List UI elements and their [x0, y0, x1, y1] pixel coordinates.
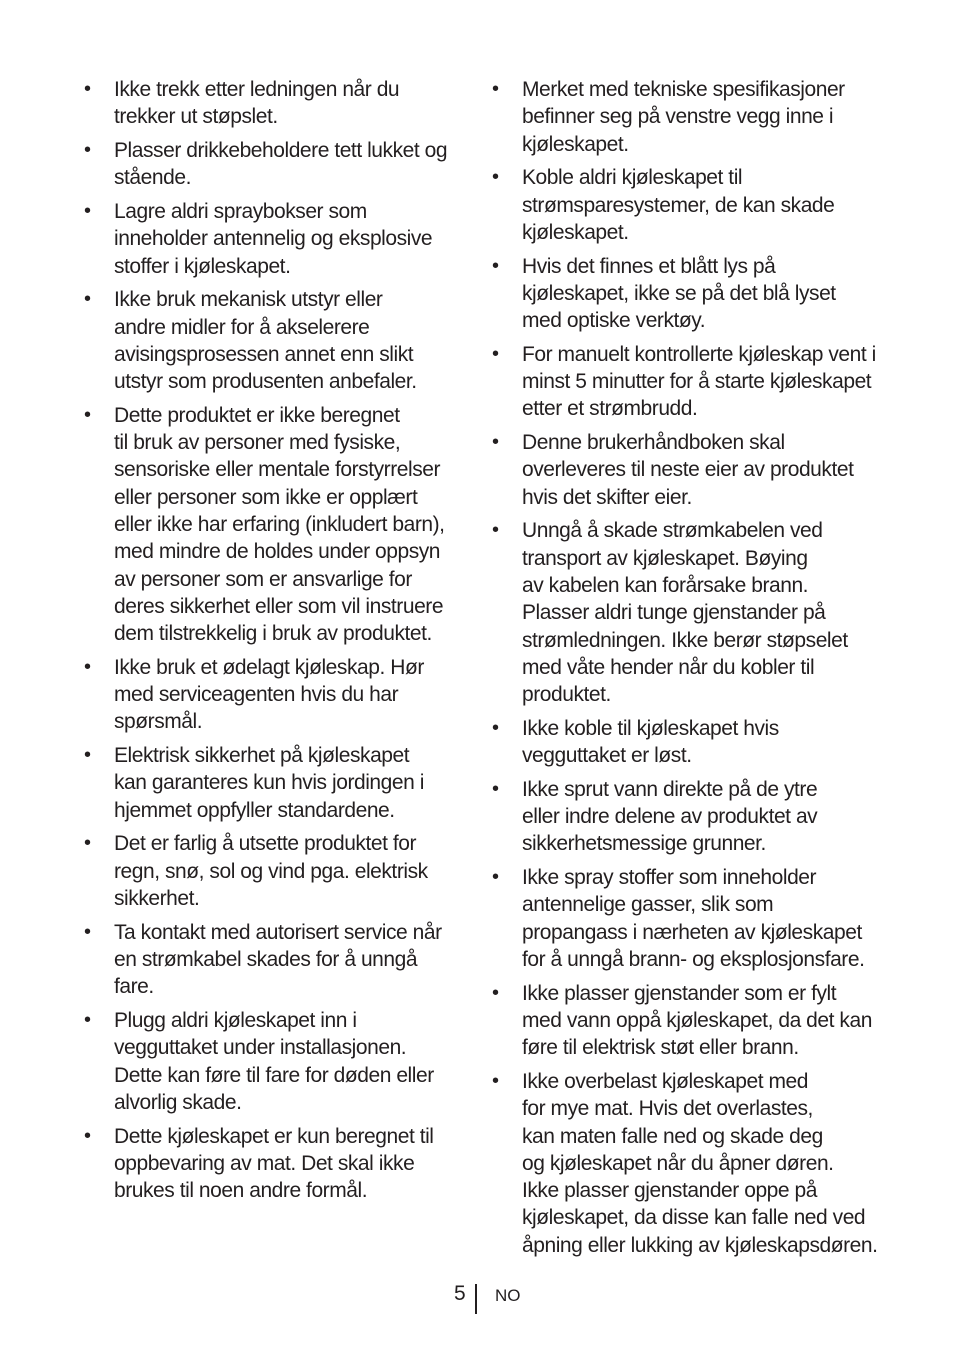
list-item: • Ikke overbelast kjøleskapet med for mye mat. Hvis det overlastes, kan maten falle ned og skade deg og kjøleskapet når du åpner døren. Ikke plasser gjenstander oppe på kjøleskapet, da disse kan falle ned ved åpning eller lukking av kjøleskapsdøren. — [492, 1068, 892, 1259]
list-item: • Dette kjøleskapet er kun beregnet til oppbevaring av mat. Det skal ikke brukes til noen andre formål. — [84, 1123, 464, 1205]
page-number: 5 — [454, 1282, 466, 1305]
list-item: • Ikke spray stoffer som inneholder antennelige gasser, slik som propangass i nærheten av kjøleskapet for å unngå brann- og eksplosjonsfare. — [492, 864, 892, 973]
list-item: • Unngå å skade strømkabelen ved transport av kjøleskapet. Bøying av kabelen kan forårsake brann. Plasser aldri tunge gjenstander på strømledningen. Ikke berør støpselet med våte hender når du kobler til produktet. — [492, 517, 892, 708]
list-item: • Ta kontakt med autorisert service når en strømkabel skades for å unngå fare. — [84, 919, 464, 1001]
list-item: • Ikke bruk et ødelagt kjøleskap. Hør med serviceagenten hvis du har spørsmål. — [84, 654, 464, 736]
list-item: • Plasser drikkebeholdere tett lukket og stående. — [84, 137, 464, 192]
page-footer — [0, 1280, 954, 1314]
list-item: • Lagre aldri spraybokser som inneholder antennelig og eksplosive stoffer i kjøleskapet. — [84, 198, 464, 280]
language-code: NO — [495, 1286, 521, 1305]
list-item: • Dette produktet er ikke beregnet til bruk av personer med fysiske, sensoriske eller mentale forstyrrelser eller personer som ikke er opplært eller ikke har erfaring (inkludert barn), med mindre de holdes under oppsyn av personer som er ansvarlige for deres sikkerhet eller som vil instruere dem tilstrekkelig i bruk av produktet. — [84, 402, 464, 648]
list-item: • Ikke plasser gjenstander som er fylt med vann oppå kjøleskapet, da det kan føre til elektrisk støt eller brann. — [492, 980, 892, 1062]
list-item: • Ikke sprut vann direkte på de ytre eller indre delene av produktet av sikkerhetsmessige grunner. — [492, 776, 892, 858]
list-item: • Ikke bruk mekanisk utstyr eller andre midler for å akselerere avisingsprosessen annet enn slikt utstyr som produsenten anbefaler. — [84, 286, 464, 395]
list-item: • Elektrisk sikkerhet på kjøleskapet kan garanteres kun hvis jordingen i hjemmet oppfyller standardene. — [84, 742, 464, 824]
list-item: • Plugg aldri kjøleskapet inn i vegguttaket under installasjonen. Dette kan føre til fare for døden eller alvorlig skade. — [84, 1007, 464, 1116]
list-item: • Ikke koble til kjøleskapet hvis vegguttaket er løst. — [492, 715, 892, 770]
footer-divider — [475, 1284, 477, 1314]
list-item: • Koble aldri kjøleskapet til strømsparesystemer, de kan skade kjøleskapet. — [492, 164, 892, 246]
list-item: • Ikke trekk etter ledningen når du trekker ut støpslet. — [84, 76, 464, 131]
list-item: • Hvis det finnes et blått lys på kjøleskapet, ikke se på det blå lyset med optiske verktøy. — [492, 253, 892, 335]
list-item: • Det er farlig å utsette produktet for regn, snø, sol og vind pga. elektrisk sikkerhet. — [84, 830, 464, 912]
left-column-list — [84, 76, 464, 1211]
right-column-list — [492, 76, 892, 1265]
list-item: • For manuelt kontrollerte kjøleskap vent i minst 5 minutter for å starte kjøleskapet etter et strømbrudd. — [492, 341, 892, 423]
list-item: • Denne brukerhåndboken skal overleveres til neste eier av produktet hvis det skifter eier. — [492, 429, 892, 511]
list-item: • Merket med tekniske spesifikasjoner befinner seg på venstre vegg inne i kjøleskapet. — [492, 76, 892, 158]
